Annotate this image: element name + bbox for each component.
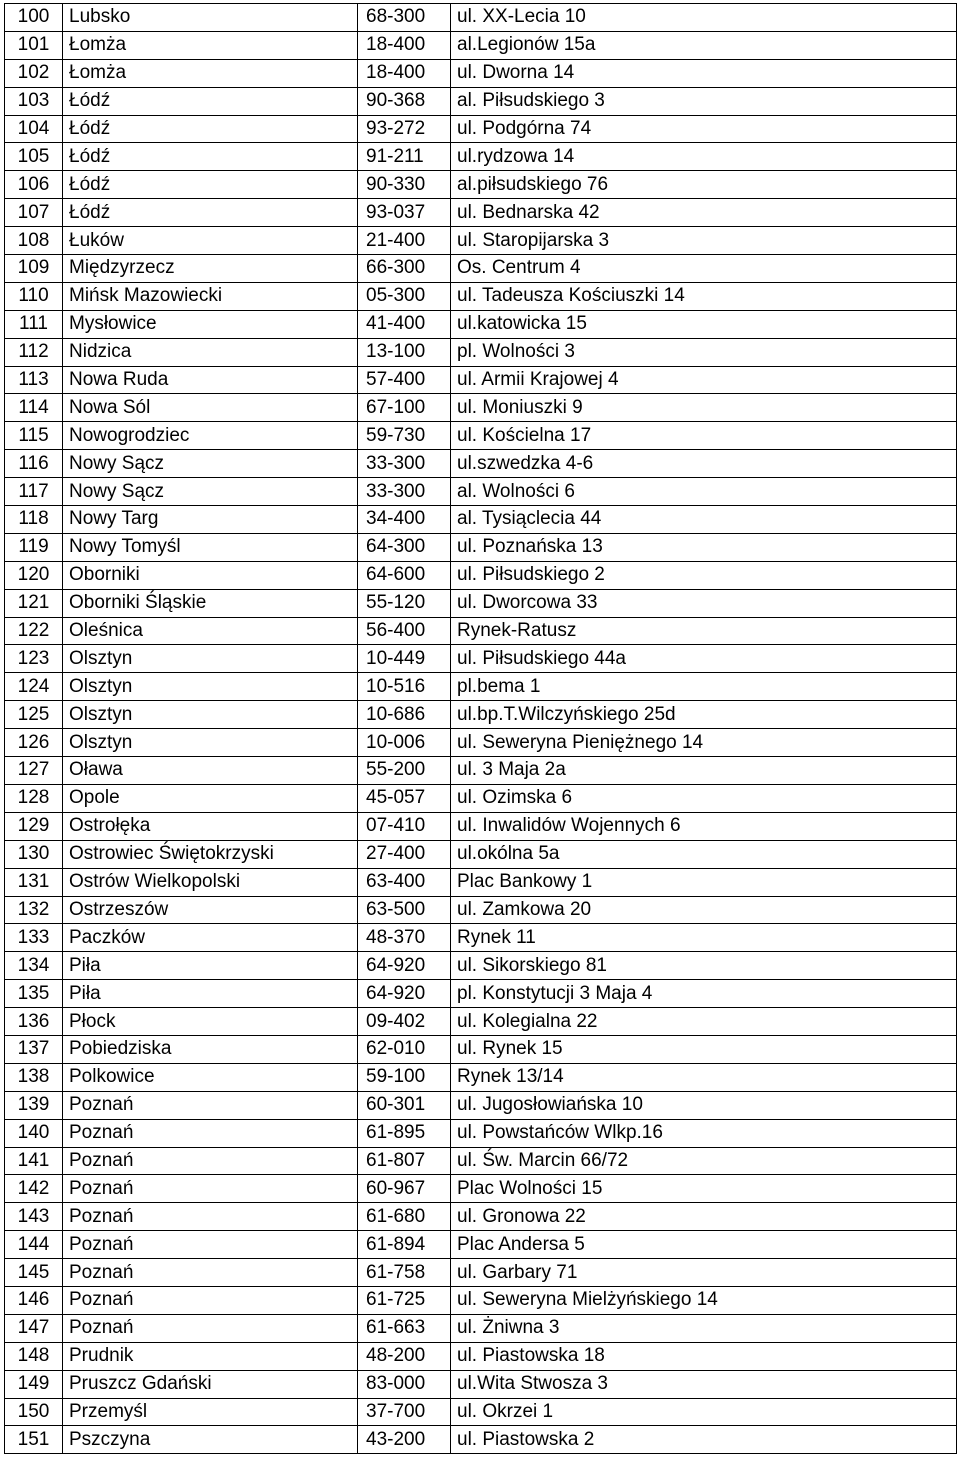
- row-number: 100: [5, 4, 63, 32]
- city-cell: Pruszcz Gdański: [63, 1370, 358, 1398]
- table-row: [5, 1063, 957, 1091]
- table-row: [5, 980, 957, 1008]
- row-number: 141: [5, 1147, 63, 1175]
- city-cell: Łódź: [63, 115, 358, 143]
- street-address-cell: Os. Centrum 4: [451, 255, 957, 283]
- postal-code-cell: 61-680: [358, 1203, 451, 1231]
- city-cell: Poznań: [63, 1119, 358, 1147]
- row-number: 107: [5, 199, 63, 227]
- row-number: 115: [5, 422, 63, 450]
- row-number: 149: [5, 1370, 63, 1398]
- street-address-cell: ul. Seweryna Mielżyńskiego 14: [451, 1286, 957, 1314]
- street-address-cell: ul. Żniwna 3: [451, 1314, 957, 1342]
- postal-code-cell: 61-663: [358, 1314, 451, 1342]
- table-row: [5, 255, 957, 283]
- postal-code-cell: 45-057: [358, 784, 451, 812]
- table-row: [5, 478, 957, 506]
- table-row: [5, 394, 957, 422]
- street-address-cell: ul. XX-Lecia 10: [451, 4, 957, 32]
- city-cell: Pobiedziska: [63, 1035, 358, 1063]
- street-address-cell: ul. Staropijarska 3: [451, 227, 957, 255]
- row-number: 117: [5, 478, 63, 506]
- row-number: 118: [5, 506, 63, 534]
- street-address-cell: ul.okólna 5a: [451, 840, 957, 868]
- row-number: 148: [5, 1342, 63, 1370]
- postal-code-cell: 66-300: [358, 255, 451, 283]
- street-address-cell: pl. Konstytucji 3 Maja 4: [451, 980, 957, 1008]
- row-number: 146: [5, 1286, 63, 1314]
- city-cell: Łódź: [63, 199, 358, 227]
- postal-code-cell: 59-730: [358, 422, 451, 450]
- table-row: [5, 729, 957, 757]
- table-row: [5, 840, 957, 868]
- postal-code-cell: 33-300: [358, 478, 451, 506]
- street-address-cell: al. Piłsudskiego 3: [451, 87, 957, 115]
- row-number: 131: [5, 868, 63, 896]
- postal-code-cell: 34-400: [358, 506, 451, 534]
- row-number: 106: [5, 171, 63, 199]
- table-row: [5, 952, 957, 980]
- postal-code-cell: 91-211: [358, 143, 451, 171]
- table-row: [5, 533, 957, 561]
- city-cell: Piła: [63, 980, 358, 1008]
- table-row: [5, 422, 957, 450]
- city-cell: Piła: [63, 952, 358, 980]
- postal-code-cell: 61-895: [358, 1119, 451, 1147]
- row-number: 112: [5, 338, 63, 366]
- street-address-cell: ul. Ozimska 6: [451, 784, 957, 812]
- table-row: [5, 757, 957, 785]
- street-address-cell: Rynek-Ratusz: [451, 617, 957, 645]
- street-address-cell: pl.bema 1: [451, 673, 957, 701]
- street-address-cell: ul. Piłsudskiego 2: [451, 561, 957, 589]
- row-number: 151: [5, 1426, 63, 1454]
- street-address-cell: al. Wolności 6: [451, 478, 957, 506]
- street-address-cell: ul. Dworcowa 33: [451, 589, 957, 617]
- postal-code-cell: 63-500: [358, 896, 451, 924]
- table-row: [5, 1147, 957, 1175]
- street-address-cell: Plac Wolności 15: [451, 1175, 957, 1203]
- row-number: 129: [5, 812, 63, 840]
- row-number: 123: [5, 645, 63, 673]
- street-address-cell: Rynek 13/14: [451, 1063, 957, 1091]
- street-address-cell: ul. Armii Krajowej 4: [451, 366, 957, 394]
- row-number: 110: [5, 282, 63, 310]
- postal-code-cell: 27-400: [358, 840, 451, 868]
- postal-code-cell: 90-330: [358, 171, 451, 199]
- table-row: [5, 673, 957, 701]
- table-row: [5, 1035, 957, 1063]
- table-row: [5, 561, 957, 589]
- city-cell: Międzyrzecz: [63, 255, 358, 283]
- city-cell: Nidzica: [63, 338, 358, 366]
- street-address-cell: ul. Kościelna 17: [451, 422, 957, 450]
- postal-code-cell: 05-300: [358, 282, 451, 310]
- row-number: 121: [5, 589, 63, 617]
- street-address-cell: Plac Andersa 5: [451, 1231, 957, 1259]
- postal-code-cell: 61-725: [358, 1286, 451, 1314]
- city-cell: Oborniki: [63, 561, 358, 589]
- street-address-cell: Plac Bankowy 1: [451, 868, 957, 896]
- postal-code-cell: 60-967: [358, 1175, 451, 1203]
- postal-code-cell: 90-368: [358, 87, 451, 115]
- city-cell: Lubsko: [63, 4, 358, 32]
- table-row: [5, 645, 957, 673]
- postal-code-cell: 60-301: [358, 1091, 451, 1119]
- city-cell: Poznań: [63, 1203, 358, 1231]
- street-address-cell: ul.bp.T.Wilczyńskiego 25d: [451, 701, 957, 729]
- table-row: [5, 1314, 957, 1342]
- postal-code-cell: 59-100: [358, 1063, 451, 1091]
- city-cell: Nowa Ruda: [63, 366, 358, 394]
- row-number: 102: [5, 59, 63, 87]
- street-address-cell: Rynek 11: [451, 924, 957, 952]
- row-number: 130: [5, 840, 63, 868]
- street-address-cell: ul. Rynek 15: [451, 1035, 957, 1063]
- row-number: 104: [5, 115, 63, 143]
- street-address-cell: ul.Wita Stwosza 3: [451, 1370, 957, 1398]
- street-address-cell: pl. Wolności 3: [451, 338, 957, 366]
- street-address-cell: ul. Podgórna 74: [451, 115, 957, 143]
- street-address-cell: ul.rydzowa 14: [451, 143, 957, 171]
- address-table: [4, 3, 957, 1454]
- table-row: [5, 1231, 957, 1259]
- postal-code-cell: 64-920: [358, 952, 451, 980]
- row-number: 122: [5, 617, 63, 645]
- table-row: [5, 506, 957, 534]
- city-cell: Poznań: [63, 1175, 358, 1203]
- table-row: [5, 227, 957, 255]
- row-number: 116: [5, 450, 63, 478]
- postal-code-cell: 61-758: [358, 1259, 451, 1287]
- postal-code-cell: 63-400: [358, 868, 451, 896]
- table-row: [5, 1370, 957, 1398]
- city-cell: Łódź: [63, 143, 358, 171]
- city-cell: Olsztyn: [63, 645, 358, 673]
- postal-code-cell: 62-010: [358, 1035, 451, 1063]
- postal-code-cell: 56-400: [358, 617, 451, 645]
- table-row: [5, 924, 957, 952]
- row-number: 134: [5, 952, 63, 980]
- row-number: 125: [5, 701, 63, 729]
- city-cell: Ostrowiec Świętokrzyski: [63, 840, 358, 868]
- table-row: [5, 338, 957, 366]
- postal-code-cell: 10-006: [358, 729, 451, 757]
- street-address-cell: ul. Okrzei 1: [451, 1398, 957, 1426]
- table-row: [5, 617, 957, 645]
- row-number: 127: [5, 757, 63, 785]
- postal-code-cell: 33-300: [358, 450, 451, 478]
- city-cell: Poznań: [63, 1259, 358, 1287]
- table-row: [5, 1426, 957, 1454]
- table-row: [5, 199, 957, 227]
- table-row: [5, 4, 957, 32]
- table-row: [5, 171, 957, 199]
- city-cell: Pszczyna: [63, 1426, 358, 1454]
- city-cell: Opole: [63, 784, 358, 812]
- table-row: [5, 87, 957, 115]
- city-cell: Przemyśl: [63, 1398, 358, 1426]
- street-address-cell: ul.katowicka 15: [451, 310, 957, 338]
- city-cell: Nowy Sącz: [63, 450, 358, 478]
- table-row: [5, 1203, 957, 1231]
- table-row: [5, 1008, 957, 1036]
- city-cell: Olsztyn: [63, 701, 358, 729]
- city-cell: Nowy Targ: [63, 506, 358, 534]
- street-address-cell: ul. Bednarska 42: [451, 199, 957, 227]
- city-cell: Łuków: [63, 227, 358, 255]
- street-address-cell: ul. Garbary 71: [451, 1259, 957, 1287]
- city-cell: Oborniki Śląskie: [63, 589, 358, 617]
- postal-code-cell: 68-300: [358, 4, 451, 32]
- street-address-cell: ul. Moniuszki 9: [451, 394, 957, 422]
- row-number: 120: [5, 561, 63, 589]
- street-address-cell: ul. Seweryna Pieniężnego 14: [451, 729, 957, 757]
- postal-code-cell: 21-400: [358, 227, 451, 255]
- row-number: 128: [5, 784, 63, 812]
- postal-code-cell: 61-894: [358, 1231, 451, 1259]
- table-row: [5, 450, 957, 478]
- table-row: [5, 366, 957, 394]
- postal-code-cell: 10-449: [358, 645, 451, 673]
- postal-code-cell: 64-300: [358, 533, 451, 561]
- postal-code-cell: 55-200: [358, 757, 451, 785]
- table-row: [5, 868, 957, 896]
- city-cell: Nowy Tomyśl: [63, 533, 358, 561]
- postal-code-cell: 93-272: [358, 115, 451, 143]
- postal-code-cell: 61-807: [358, 1147, 451, 1175]
- street-address-cell: al. Tysiąclecia 44: [451, 506, 957, 534]
- table-row: [5, 1091, 957, 1119]
- city-cell: Ostrzeszów: [63, 896, 358, 924]
- city-cell: Olsztyn: [63, 729, 358, 757]
- row-number: 109: [5, 255, 63, 283]
- row-number: 133: [5, 924, 63, 952]
- street-address-cell: ul. Piastowska 18: [451, 1342, 957, 1370]
- street-address-cell: al.Legionów 15a: [451, 31, 957, 59]
- postal-code-cell: 09-402: [358, 1008, 451, 1036]
- street-address-cell: ul. Piłsudskiego 44a: [451, 645, 957, 673]
- row-number: 138: [5, 1063, 63, 1091]
- table-row: [5, 59, 957, 87]
- city-cell: Poznań: [63, 1231, 358, 1259]
- table-row: [5, 1286, 957, 1314]
- table-row: [5, 115, 957, 143]
- city-cell: Prudnik: [63, 1342, 358, 1370]
- street-address-cell: ul. Gronowa 22: [451, 1203, 957, 1231]
- table-row: [5, 1175, 957, 1203]
- street-address-cell: ul. Jugosłowiańska 10: [451, 1091, 957, 1119]
- city-cell: Ostrołęka: [63, 812, 358, 840]
- street-address-cell: ul. Poznańska 13: [451, 533, 957, 561]
- city-cell: Oleśnica: [63, 617, 358, 645]
- row-number: 101: [5, 31, 63, 59]
- row-number: 150: [5, 1398, 63, 1426]
- postal-code-cell: 41-400: [358, 310, 451, 338]
- postal-code-cell: 55-120: [358, 589, 451, 617]
- street-address-cell: ul.szwedzka 4-6: [451, 450, 957, 478]
- table-row: [5, 589, 957, 617]
- city-cell: Poznań: [63, 1091, 358, 1119]
- city-cell: Mińsk Mazowiecki: [63, 282, 358, 310]
- address-table-body: [5, 4, 957, 1454]
- table-row: [5, 282, 957, 310]
- street-address-cell: ul. Kolegialna 22: [451, 1008, 957, 1036]
- row-number: 135: [5, 980, 63, 1008]
- postal-code-cell: 64-920: [358, 980, 451, 1008]
- row-number: 119: [5, 533, 63, 561]
- street-address-cell: al.piłsudskiego 76: [451, 171, 957, 199]
- city-cell: Płock: [63, 1008, 358, 1036]
- postal-code-cell: 48-370: [358, 924, 451, 952]
- table-row: [5, 784, 957, 812]
- row-number: 142: [5, 1175, 63, 1203]
- postal-code-cell: 18-400: [358, 59, 451, 87]
- postal-code-cell: 07-410: [358, 812, 451, 840]
- row-number: 124: [5, 673, 63, 701]
- postal-code-cell: 67-100: [358, 394, 451, 422]
- postal-code-cell: 43-200: [358, 1426, 451, 1454]
- city-cell: Paczków: [63, 924, 358, 952]
- row-number: 103: [5, 87, 63, 115]
- city-cell: Oława: [63, 757, 358, 785]
- street-address-cell: ul. Piastowska 2: [451, 1426, 957, 1454]
- table-row: [5, 701, 957, 729]
- street-address-cell: ul. Powstańców Wlkp.16: [451, 1119, 957, 1147]
- city-cell: Nowy Sącz: [63, 478, 358, 506]
- row-number: 147: [5, 1314, 63, 1342]
- table-row: [5, 310, 957, 338]
- postal-code-cell: 37-700: [358, 1398, 451, 1426]
- city-cell: Łódź: [63, 171, 358, 199]
- city-cell: Poznań: [63, 1286, 358, 1314]
- postal-code-cell: 48-200: [358, 1342, 451, 1370]
- city-cell: Poznań: [63, 1314, 358, 1342]
- city-cell: Poznań: [63, 1147, 358, 1175]
- postal-code-cell: 93-037: [358, 199, 451, 227]
- row-number: 105: [5, 143, 63, 171]
- postal-code-cell: 10-686: [358, 701, 451, 729]
- table-row: [5, 812, 957, 840]
- city-cell: Ostrów Wielkopolski: [63, 868, 358, 896]
- row-number: 132: [5, 896, 63, 924]
- city-cell: Mysłowice: [63, 310, 358, 338]
- row-number: 145: [5, 1259, 63, 1287]
- city-cell: Łódź: [63, 87, 358, 115]
- row-number: 108: [5, 227, 63, 255]
- table-row: [5, 1398, 957, 1426]
- street-address-cell: ul. Zamkowa 20: [451, 896, 957, 924]
- street-address-cell: ul. Św. Marcin 66/72: [451, 1147, 957, 1175]
- postal-code-cell: 10-516: [358, 673, 451, 701]
- street-address-cell: ul. Inwalidów Wojennych 6: [451, 812, 957, 840]
- postal-code-cell: 64-600: [358, 561, 451, 589]
- row-number: 126: [5, 729, 63, 757]
- table-row: [5, 896, 957, 924]
- table-row: [5, 31, 957, 59]
- city-cell: Olsztyn: [63, 673, 358, 701]
- city-cell: Łomża: [63, 31, 358, 59]
- street-address-cell: ul. Tadeusza Kościuszki 14: [451, 282, 957, 310]
- postal-code-cell: 83-000: [358, 1370, 451, 1398]
- row-number: 139: [5, 1091, 63, 1119]
- postal-code-cell: 57-400: [358, 366, 451, 394]
- row-number: 143: [5, 1203, 63, 1231]
- city-cell: Polkowice: [63, 1063, 358, 1091]
- row-number: 113: [5, 366, 63, 394]
- table-row: [5, 143, 957, 171]
- city-cell: Łomża: [63, 59, 358, 87]
- row-number: 140: [5, 1119, 63, 1147]
- city-cell: Nowogrodziec: [63, 422, 358, 450]
- row-number: 144: [5, 1231, 63, 1259]
- row-number: 114: [5, 394, 63, 422]
- city-cell: Nowa Sól: [63, 394, 358, 422]
- row-number: 111: [5, 310, 63, 338]
- street-address-cell: ul. Dworna 14: [451, 59, 957, 87]
- row-number: 137: [5, 1035, 63, 1063]
- street-address-cell: ul. Sikorskiego 81: [451, 952, 957, 980]
- row-number: 136: [5, 1008, 63, 1036]
- postal-code-cell: 13-100: [358, 338, 451, 366]
- table-row: [5, 1342, 957, 1370]
- table-row: [5, 1119, 957, 1147]
- table-row: [5, 1259, 957, 1287]
- postal-code-cell: 18-400: [358, 31, 451, 59]
- street-address-cell: ul. 3 Maja 2a: [451, 757, 957, 785]
